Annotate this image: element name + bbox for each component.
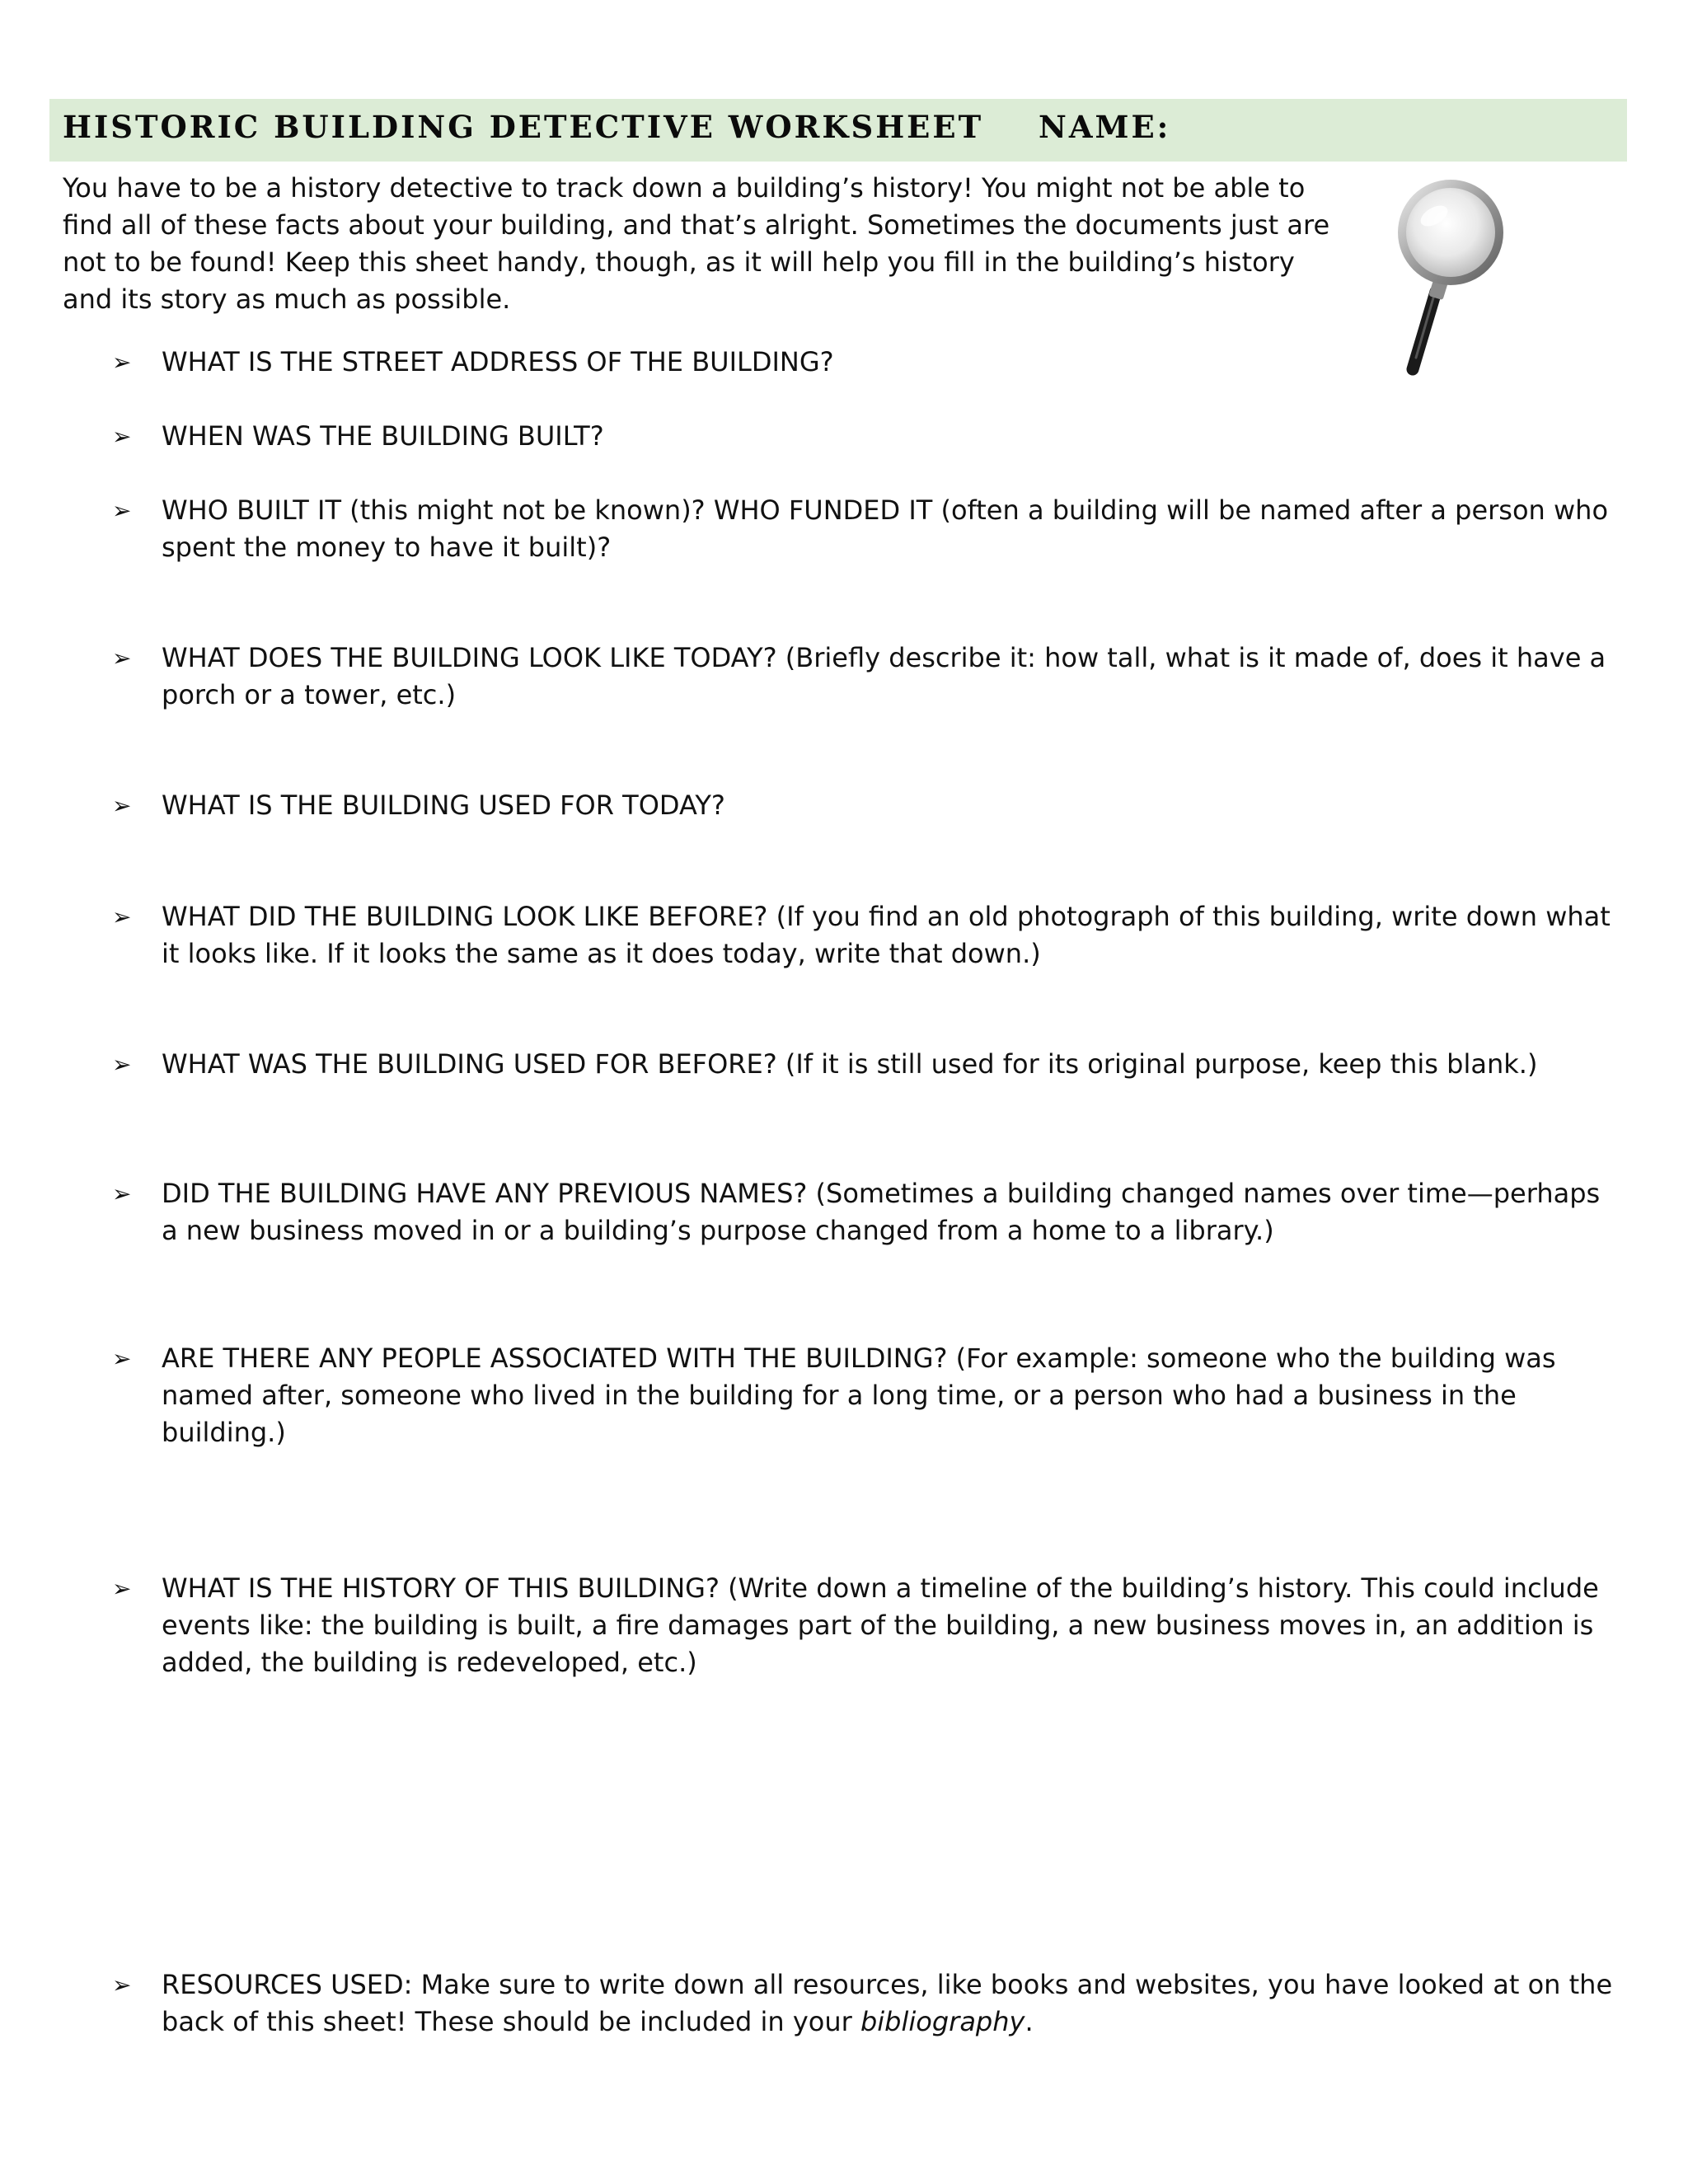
worksheet-header [49, 99, 1627, 162]
arrow-bullet-icon: ➢ [112, 1180, 132, 1207]
arrow-bullet-icon: ➢ [112, 1051, 132, 1078]
arrow-bullet-icon: ➢ [112, 1345, 132, 1372]
question-street-address [112, 344, 1620, 381]
question-who-built [112, 492, 1620, 566]
arrow-bullet-icon: ➢ [112, 349, 132, 376]
question-text: WHAT IS THE STREET ADDRESS OF THE BUILDING? [162, 346, 834, 377]
question-used-today [112, 787, 1620, 824]
arrow-bullet-icon: ➢ [112, 644, 132, 672]
resources-end-punctuation: . [1025, 2006, 1034, 2037]
question-text: DID THE BUILDING HAVE ANY PREVIOUS NAMES? (Sometimes a building changed names over time—perhaps a new business moved in or a building’s purpose changed from a home to a library.) [162, 1178, 1601, 1246]
intro-paragraph: You have to be a history detective to track down a building’s history! You might not be able to find all of these facts about your building, and that’s alright. Sometimes the documents just are not to be found! Keep this sheet handy, though, as it will help you fill in the building’s history and its story as much as possible. [63, 172, 1330, 315]
resources-main-text: RESOURCES USED: Make sure to write down all resources, like books and websites, you have looked at on the back of this sheet! These should be included in your [162, 1969, 1613, 2037]
question-text: WHEN WAS THE BUILDING BUILT? [162, 420, 604, 452]
question-used-before [112, 1046, 1620, 1083]
name-label: NAME: [1039, 109, 1171, 145]
worksheet-title: HISTORIC BUILDING DETECTIVE WORKSHEET [63, 109, 984, 145]
arrow-bullet-icon: ➢ [112, 1971, 132, 1999]
question-text: WHAT DID THE BUILDING LOOK LIKE BEFORE? (If you find an old photograph of this building, write down what it looks like. If it looks the same as it does today, write that down.) [162, 901, 1611, 969]
question-text: WHAT IS THE HISTORY OF THIS BUILDING? (Write down a timeline of the building’s history. This could include events like: the building is built, a fire damages part of the building, a new business moves in, an addition is added, the building is redeveloped, etc.) [162, 1572, 1599, 1678]
question-text: WHAT DOES THE BUILDING LOOK LIKE TODAY? (Briefly describe it: how tall, what is it made of, does it have a porch or a tower, etc.) [162, 642, 1606, 710]
question-look-today [112, 640, 1620, 714]
question-previous-names [112, 1175, 1620, 1249]
question-text: WHAT IS THE BUILDING USED FOR TODAY? [162, 790, 725, 821]
question-text: WHAT WAS THE BUILDING USED FOR BEFORE? (If it is still used for its original purpose, keep this blank.) [162, 1048, 1538, 1080]
question-people-associated [112, 1340, 1620, 1451]
resources-used-note [112, 1966, 1620, 2041]
arrow-bullet-icon: ➢ [112, 792, 132, 819]
question-text: WHO BUILT IT (this might not be known)? WHO FUNDED IT (often a building will be named after a person who spent the money to have it built)? [162, 494, 1609, 563]
question-look-before [112, 898, 1620, 972]
arrow-bullet-icon: ➢ [112, 497, 132, 524]
question-text: ARE THERE ANY PEOPLE ASSOCIATED WITH THE BUILDING? (For example: someone who the building was named after, someone who lived in the building for a long time, or a person who had a business in the building.) [162, 1343, 1556, 1448]
arrow-bullet-icon: ➢ [112, 1575, 132, 1602]
arrow-bullet-icon: ➢ [112, 903, 132, 930]
arrow-bullet-icon: ➢ [112, 423, 132, 450]
bibliography-term: bibliography [860, 2006, 1025, 2037]
question-when-built [112, 418, 1620, 455]
resources-text [162, 1966, 1620, 2041]
question-history [112, 1570, 1620, 1681]
